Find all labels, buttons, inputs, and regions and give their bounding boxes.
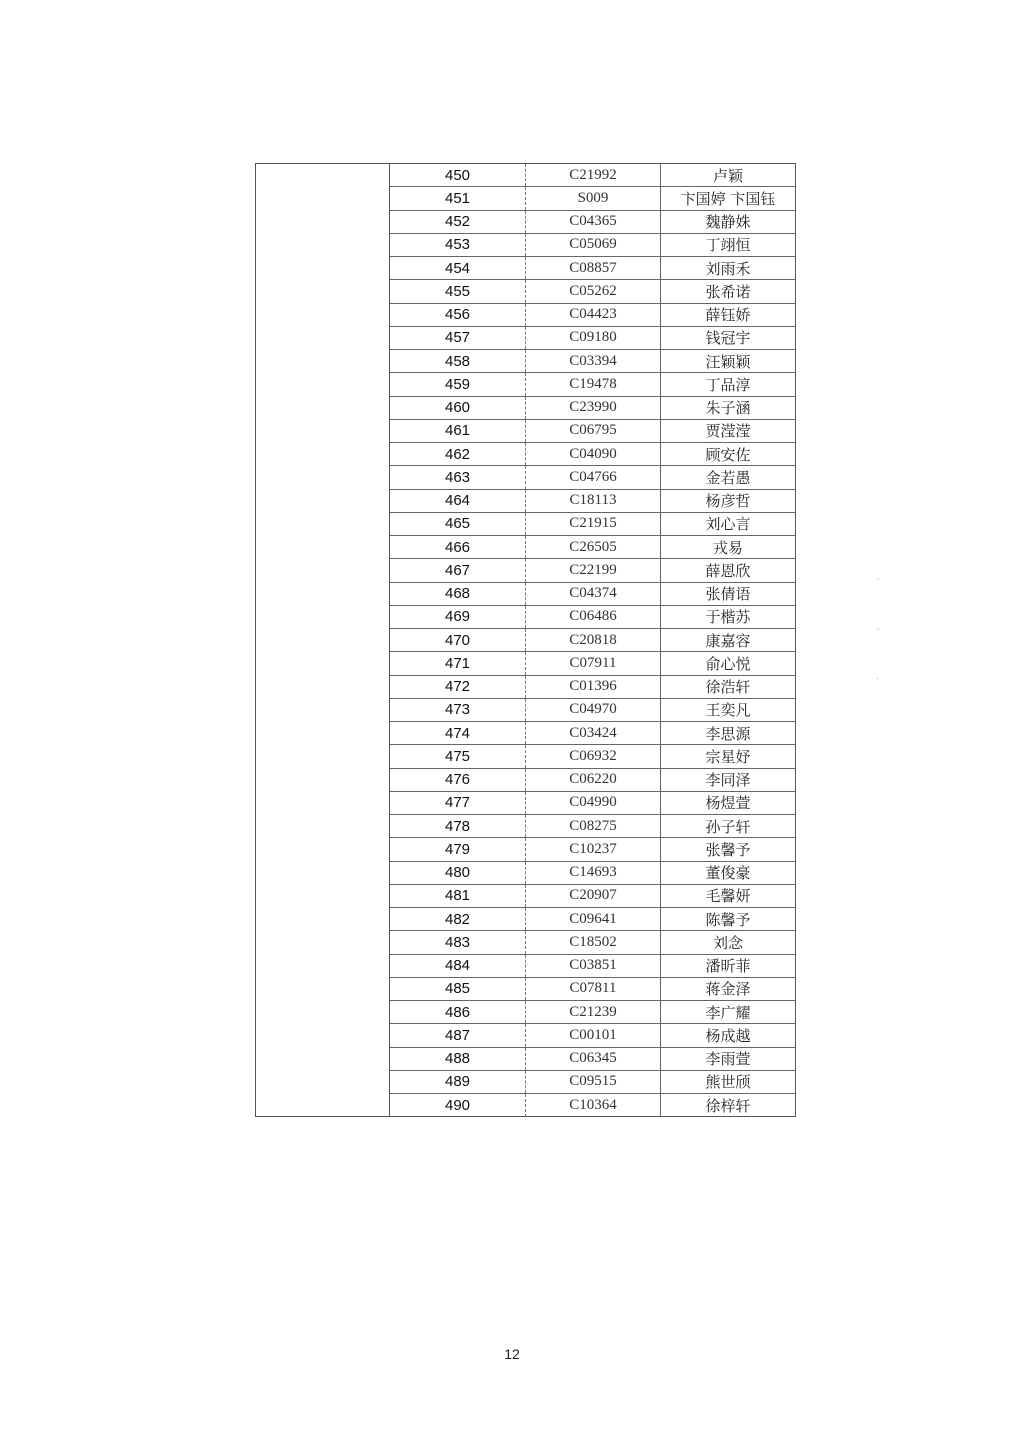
- row-number-cell: 451: [390, 187, 526, 209]
- table-row: [390, 931, 795, 954]
- student-id-cell: C07811: [526, 978, 661, 1000]
- student-name-cell: 王奕凡: [705, 701, 751, 720]
- table-row: [390, 722, 795, 745]
- student-id-cell: C06795: [526, 420, 661, 442]
- student-id-cell: C01396: [526, 676, 661, 698]
- student-name-cell: 薛恩欣: [705, 561, 751, 580]
- table-row: [390, 862, 795, 885]
- row-number-cell: 473: [390, 699, 526, 721]
- student-id-cell: C18502: [526, 931, 661, 953]
- table-row: [390, 397, 795, 420]
- row-number-cell: 483: [390, 931, 526, 953]
- student-name-cell: 魏静姝: [705, 213, 751, 232]
- table-row: [390, 304, 795, 327]
- row-number-cell: 469: [390, 606, 526, 628]
- student-id-cell: C04990: [526, 792, 661, 814]
- row-number-cell: 467: [390, 559, 526, 581]
- row-number-cell: 487: [390, 1024, 526, 1046]
- student-name-cell: 丁翊恒: [705, 236, 751, 255]
- student-name-cell: 俞心悦: [705, 654, 751, 673]
- student-id-cell: C04970: [526, 699, 661, 721]
- row-number-cell: 453: [390, 234, 526, 256]
- student-id-cell: C06486: [526, 606, 661, 628]
- student-name-cell: 戎易: [712, 538, 743, 557]
- student-id-cell: C04090: [526, 443, 661, 465]
- student-name-cell: 刘雨禾: [705, 259, 751, 278]
- table-row: [390, 629, 795, 652]
- table-row: [390, 1071, 795, 1094]
- student-name-cell: 潘昕菲: [705, 957, 751, 976]
- student-id-cell: C20907: [526, 885, 661, 907]
- table-row: [390, 420, 795, 443]
- table-row: [390, 838, 795, 861]
- page-number: 12: [504, 1346, 520, 1362]
- row-number-cell: 468: [390, 583, 526, 605]
- table-row: [390, 234, 795, 257]
- student-id-cell: C05069: [526, 234, 661, 256]
- row-number-cell: 475: [390, 745, 526, 767]
- table-row: [390, 699, 795, 722]
- student-id-cell: C14693: [526, 862, 661, 884]
- table-row: [390, 769, 795, 792]
- row-number-cell: 477: [390, 792, 526, 814]
- student-name-cell: 杨彦哲: [705, 492, 751, 511]
- blank-category-column: [256, 164, 390, 1116]
- row-number-cell: 470: [390, 629, 526, 651]
- table-row: [390, 513, 795, 536]
- row-number-cell: 471: [390, 652, 526, 674]
- row-number-cell: 478: [390, 815, 526, 837]
- student-id-cell: C21239: [526, 1001, 661, 1023]
- row-number-cell: 488: [390, 1048, 526, 1070]
- table-row: [390, 1001, 795, 1024]
- row-number-cell: 481: [390, 885, 526, 907]
- student-id-cell: C09515: [526, 1071, 661, 1093]
- row-number-cell: 455: [390, 280, 526, 302]
- student-id-cell: C00101: [526, 1024, 661, 1046]
- table-row: [390, 187, 795, 210]
- table-row: [390, 350, 795, 373]
- student-name-cell: 徐梓轩: [705, 1097, 751, 1116]
- row-number-cell: 462: [390, 443, 526, 465]
- student-id-cell: C21992: [526, 164, 661, 186]
- row-number-cell: 459: [390, 373, 526, 395]
- student-name-cell: 康嘉容: [705, 631, 751, 650]
- student-name-cell: 金若愚: [705, 468, 751, 487]
- row-number-cell: 486: [390, 1001, 526, 1023]
- table-row: [390, 466, 795, 489]
- row-number-cell: 485: [390, 978, 526, 1000]
- table-row: [390, 745, 795, 768]
- student-name-cell: 蒋金泽: [705, 980, 751, 999]
- table-row: [390, 1048, 795, 1071]
- student-id-cell: C04423: [526, 304, 661, 326]
- student-id-cell: C21915: [526, 513, 661, 535]
- student-id-cell: C19478: [526, 373, 661, 395]
- table-row: [390, 885, 795, 908]
- table-row: [390, 211, 795, 234]
- student-name-cell: 陈馨予: [705, 910, 751, 929]
- student-name-cell: 李雨萱: [705, 1050, 751, 1069]
- table-row: [390, 978, 795, 1001]
- student-name-cell: 张倩语: [705, 585, 751, 604]
- student-name-cell: 张馨予: [705, 840, 751, 859]
- student-name-cell: 汪颖颖: [705, 352, 751, 371]
- table-row: [390, 652, 795, 675]
- student-id-cell: C06932: [526, 745, 661, 767]
- student-id-cell: C08275: [526, 815, 661, 837]
- student-name-cell: 丁品淳: [705, 375, 751, 394]
- row-number-cell: 479: [390, 838, 526, 860]
- stamp-dot: ·: [876, 624, 880, 636]
- stamp-dot: ·: [876, 575, 880, 586]
- student-id-cell: C23990: [526, 397, 661, 419]
- table-row: [390, 536, 795, 559]
- table-row: [390, 490, 795, 513]
- row-number-cell: 484: [390, 955, 526, 977]
- row-number-cell: 460: [390, 397, 526, 419]
- student-name-cell: 刘念: [712, 933, 743, 952]
- student-id-cell: C04374: [526, 583, 661, 605]
- student-name-cell: 孙子轩: [705, 817, 751, 836]
- table-row: [390, 792, 795, 815]
- student-id-cell: C22199: [526, 559, 661, 581]
- student-name-cell: 张希诺: [705, 282, 751, 301]
- table-rows: [390, 164, 795, 1116]
- student-name-cell: 朱子涵: [705, 399, 751, 418]
- student-name-cell: 贾滢滢: [705, 422, 751, 441]
- row-number-cell: 450: [390, 164, 526, 186]
- table-row: [390, 327, 795, 350]
- stamp-residue: [868, 575, 888, 685]
- row-number-cell: 489: [390, 1071, 526, 1093]
- student-name-cell: 李思源: [705, 724, 751, 743]
- table-row: [390, 559, 795, 582]
- table-row: [390, 1024, 795, 1047]
- table-row: [390, 257, 795, 280]
- student-name-cell: 董俊豪: [705, 864, 751, 883]
- row-number-cell: 452: [390, 211, 526, 233]
- table-row: [390, 280, 795, 303]
- student-id-cell: C04365: [526, 211, 661, 233]
- row-number-cell: 465: [390, 513, 526, 535]
- student-name-cell: 熊世颀: [705, 1073, 751, 1092]
- row-number-cell: 466: [390, 536, 526, 558]
- student-name-cell: 李同泽: [705, 771, 751, 790]
- student-name-cell: 顾安佐: [705, 445, 751, 464]
- table-row: [390, 164, 795, 187]
- student-name-cell: 卢颖: [712, 166, 743, 185]
- row-number-cell: 454: [390, 257, 526, 279]
- student-name-cell: 卞国婷 卞国钰: [680, 189, 776, 208]
- student-name-cell: 宗星妤: [705, 747, 751, 766]
- row-number-cell: 472: [390, 676, 526, 698]
- student-id-cell: C03851: [526, 955, 661, 977]
- row-number-cell: 476: [390, 769, 526, 791]
- table-row: [390, 443, 795, 466]
- row-number-cell: 474: [390, 722, 526, 744]
- student-id-cell: C09180: [526, 327, 661, 349]
- student-id-cell: C06220: [526, 769, 661, 791]
- row-number-cell: 456: [390, 304, 526, 326]
- student-id-cell: C06345: [526, 1048, 661, 1070]
- student-id-cell: C04766: [526, 466, 661, 488]
- student-name-cell: 李广耀: [705, 1003, 751, 1022]
- table-row: [390, 815, 795, 838]
- row-number-cell: 482: [390, 908, 526, 930]
- row-number-cell: 464: [390, 490, 526, 512]
- row-number-cell: 458: [390, 350, 526, 372]
- student-name-cell: 钱冠宇: [705, 329, 751, 348]
- row-number-cell: 490: [390, 1094, 526, 1117]
- student-id-cell: C05262: [526, 280, 661, 302]
- table-row: [390, 606, 795, 629]
- student-id-cell: C10364: [526, 1094, 661, 1117]
- row-number-cell: 457: [390, 327, 526, 349]
- table-row: [390, 583, 795, 606]
- student-id-cell: C03424: [526, 722, 661, 744]
- student-id-cell: C26505: [526, 536, 661, 558]
- student-id-cell: S009: [526, 187, 661, 209]
- student-id-cell: C09641: [526, 908, 661, 930]
- student-id-cell: C20818: [526, 629, 661, 651]
- student-id-cell: C07911: [526, 652, 661, 674]
- stamp-dot: ·: [876, 674, 880, 685]
- registration-table: [255, 163, 796, 1117]
- table-row: [390, 676, 795, 699]
- table-row: [390, 373, 795, 396]
- student-name-cell: 杨煜萱: [705, 794, 751, 813]
- table-row: [390, 1094, 795, 1117]
- row-number-cell: 461: [390, 420, 526, 442]
- student-name-cell: 杨成越: [705, 1026, 751, 1045]
- student-id-cell: C03394: [526, 350, 661, 372]
- student-name-cell: 毛馨妍: [705, 887, 751, 906]
- row-number-cell: 480: [390, 862, 526, 884]
- student-name-cell: 徐浩轩: [705, 678, 751, 697]
- student-id-cell: C10237: [526, 838, 661, 860]
- table-row: [390, 908, 795, 931]
- student-id-cell: C18113: [526, 490, 661, 512]
- student-name-cell: 于楷苏: [705, 608, 751, 627]
- student-id-cell: C08857: [526, 257, 661, 279]
- row-number-cell: 463: [390, 466, 526, 488]
- table-row: [390, 955, 795, 978]
- student-name-cell: 刘心言: [705, 515, 751, 534]
- student-name-cell: 薛钰娇: [705, 306, 751, 325]
